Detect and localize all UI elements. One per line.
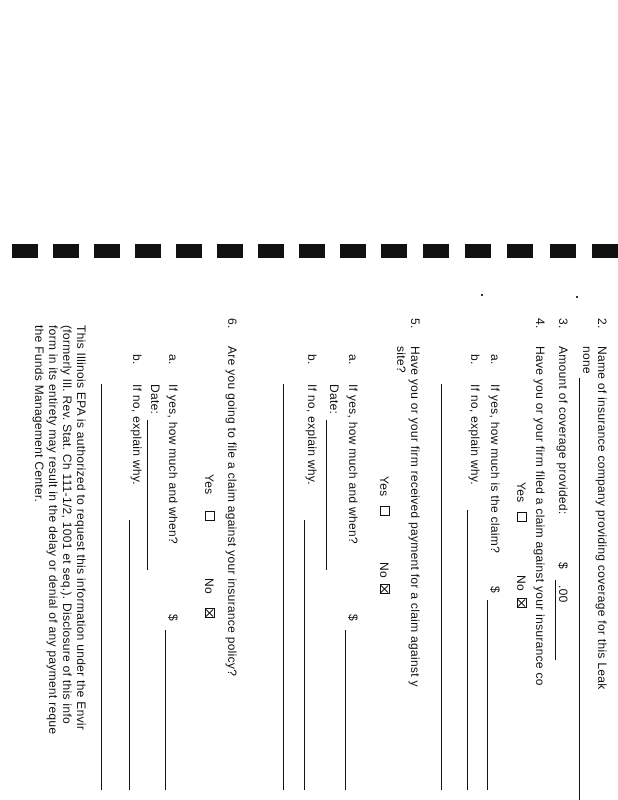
footer-line-4: the Funds Management Center. (32, 325, 46, 503)
binder-mark (12, 244, 38, 258)
binder-mark (340, 244, 366, 258)
q6-yes-checkbox[interactable] (205, 511, 215, 521)
q5-no-label: No (377, 562, 391, 578)
q5a-letter: a. (346, 354, 360, 365)
q3-currency: $ (556, 562, 570, 569)
q5a-question: If yes, how much and when? (346, 384, 360, 544)
q4a-question: If yes, how much is the claim? (488, 384, 502, 554)
scan-speck (576, 296, 578, 298)
q5b-answer-line-1 (304, 520, 305, 790)
q3-question: Amount of coverage provided: (556, 346, 570, 515)
q5-question-line2: site? (394, 346, 408, 373)
footer-line-3: form in its entirety may result in the delay or denial of any payment reque (46, 325, 60, 735)
q5a-date-label: Date: (327, 384, 341, 415)
q6a-currency: $ (166, 614, 180, 621)
q6b-answer-line-1 (129, 520, 130, 790)
q3-amount[interactable]: .00 (556, 585, 570, 603)
q6-question: Are you going to file a claim against your insurance policy? (225, 346, 239, 677)
q4-yes-label: Yes (514, 482, 528, 503)
q4-number: 4. (533, 318, 547, 329)
q4b-answer-line-1 (467, 510, 468, 790)
q4a-letter: a. (488, 354, 502, 365)
q4b-letter: b. (468, 354, 482, 365)
q2-answer[interactable]: none (580, 346, 594, 374)
q6a-date-label: Date: (148, 384, 162, 415)
q5a-currency: $ (346, 614, 360, 621)
q4a-currency: $ (488, 586, 502, 593)
q6-yes-label: Yes (202, 474, 216, 495)
binder-mark (299, 244, 325, 258)
q6b-letter: b. (130, 354, 144, 365)
binder-mark (465, 244, 491, 258)
q6-no-label: No (202, 578, 216, 594)
binder-mark (176, 244, 202, 258)
q4-yes-checkbox[interactable] (517, 512, 527, 522)
q5a-amount-line (345, 630, 346, 790)
q4b-question: If no, explain why. (468, 384, 482, 485)
q5-question-line1: Have you or your firm received payment for a claim against y (408, 346, 422, 687)
q4-question: Have you or your firm filed a claim against your insurance co (533, 346, 547, 686)
q6b-answer-line-2 (101, 384, 102, 790)
q2-question: Name of insurance company providing coverage for this Leak (595, 346, 609, 690)
q5b-letter: b. (305, 354, 319, 365)
q6-number: 6. (225, 318, 239, 329)
q6a-amount-line (165, 630, 166, 790)
q5a-date-line (326, 420, 327, 570)
scan-speck (481, 294, 483, 296)
binder-mark (217, 244, 243, 258)
q6a-letter: a. (166, 354, 180, 365)
binder-mark (135, 244, 161, 258)
binder-mark (258, 244, 284, 258)
q5-number: 5. (408, 318, 422, 329)
binder-mark (94, 244, 120, 258)
binder-mark (507, 244, 533, 258)
q3-amount-line (555, 580, 556, 660)
binder-mark (423, 244, 449, 258)
q4-no-label: No (514, 575, 528, 591)
q6a-date-line (147, 420, 148, 570)
q5-yes-label: Yes (377, 476, 391, 497)
binder-mark (53, 244, 79, 258)
q5-no-checkbox[interactable] (380, 584, 390, 594)
q5b-answer-line-2 (283, 384, 284, 790)
footer-line-2: (formerly Ill. Rev. Stat. Ch 111-1/2, 1001 et seq.). Disclosure of this info (60, 325, 74, 724)
q5b-question: If no, explain why. (305, 384, 319, 485)
q5-yes-checkbox[interactable] (380, 506, 390, 516)
binder-mark (550, 244, 576, 258)
q4a-answer-line (487, 600, 488, 790)
binder-mark (381, 244, 407, 258)
q4-no-checkbox[interactable] (517, 598, 527, 608)
q6-no-checkbox[interactable] (205, 608, 215, 618)
q2-answer-line (579, 378, 580, 800)
q2-number: 2. (595, 318, 609, 329)
footer-line-1: This Illinois EPA is authorized to request this information under the Envir (74, 325, 88, 731)
q6a-question: If yes, how much and when? (166, 384, 180, 544)
q3-number: 3. (556, 318, 570, 329)
binder-mark (592, 244, 618, 258)
q6b-question: If no, explain why. (130, 384, 144, 485)
q4b-answer-line-2 (441, 384, 442, 790)
